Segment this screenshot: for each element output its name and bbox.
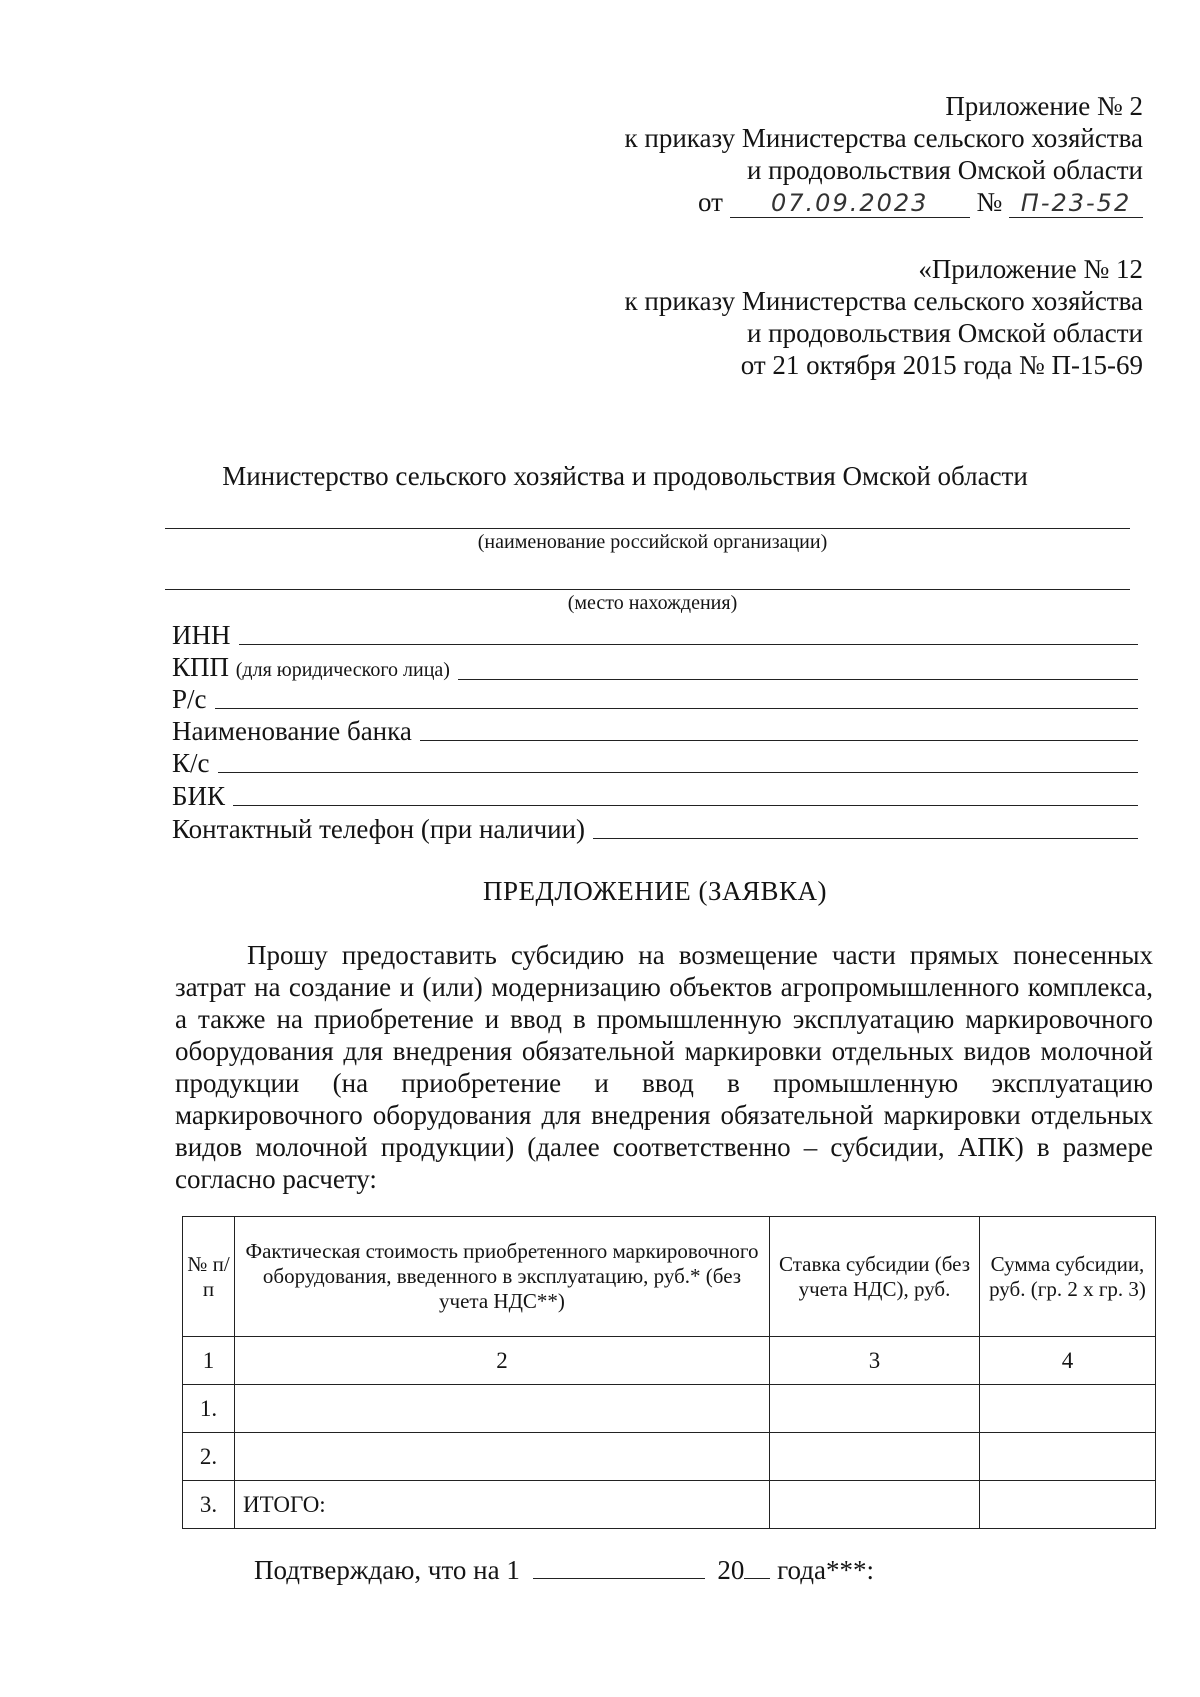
- request-paragraph: Прошу предоставить субсидию на возмещение части прямых понесенных затрат на создание и (или) модернизацию объектов агропромышленного комплекса, а также на приобретение и ввод в промышленную эксплуатацию маркировочного оборудования для внедрения обязательной маркировки отдельных видов молочной продукции (на приобретение и ввод в промышленную эксплуатацию маркировочного оборудования для внедрения обязательной маркировки отдельных видов молочной продукции) (далее соответственно – субсидии, АПК) в размере согласно расчету:: [175, 940, 1153, 1194]
- number-label: №: [976, 187, 1003, 217]
- inn-field: [172, 620, 1138, 650]
- table-column-numbers-row: [183, 1337, 1156, 1385]
- bik-input-line[interactable]: [233, 804, 1138, 806]
- col-number-1: 1: [183, 1337, 235, 1385]
- header-number: № п/п: [183, 1217, 235, 1337]
- rate-cell[interactable]: [770, 1433, 980, 1481]
- col-number-3: 3: [770, 1337, 980, 1385]
- header-amount: Сумма субсидии, руб. (гр. 2 х гр. 3): [980, 1217, 1156, 1337]
- kpp-input-line[interactable]: [458, 678, 1138, 680]
- cost-cell[interactable]: [235, 1433, 770, 1481]
- ks-label: К/с: [172, 748, 210, 778]
- bank-field: [172, 716, 1138, 746]
- table-row: [183, 1433, 1156, 1481]
- bik-field: [172, 781, 1138, 811]
- amount-cell[interactable]: [980, 1433, 1156, 1481]
- confirm-suffix: года***:: [777, 1555, 874, 1585]
- total-label: ИТОГО:: [235, 1481, 770, 1529]
- amount-cell[interactable]: [980, 1481, 1156, 1529]
- appendix-original-line2: к приказу Министерства сельского хозяйства: [624, 286, 1143, 316]
- appendix-current-line1: Приложение № 2: [945, 91, 1143, 121]
- phone-field: [172, 814, 1138, 844]
- appendix-current-date-line: [625, 186, 1143, 218]
- bank-input-line[interactable]: [420, 739, 1138, 741]
- table-header-row: [183, 1217, 1156, 1337]
- ks-input-line[interactable]: [218, 771, 1139, 773]
- order-number-handwritten: П-23-52: [1020, 189, 1132, 217]
- order-number-field: [1009, 188, 1143, 218]
- order-date-field: [730, 188, 970, 218]
- ks-field: [172, 748, 1138, 778]
- org-name-caption: (наименование российской организации): [477, 531, 828, 553]
- table-row-total: [183, 1481, 1156, 1529]
- bank-label: Наименование банка: [172, 716, 412, 746]
- ministry-name: Министерство сельского хозяйства и продовольствия Омской области: [222, 461, 1028, 491]
- confirmation-line: [254, 1554, 874, 1586]
- header-rate: Ставка субсидии (без учета НДС), руб.: [770, 1217, 980, 1337]
- rs-input-line[interactable]: [215, 707, 1138, 709]
- confirm-month-field[interactable]: [533, 1554, 705, 1579]
- appendix-original-line4: от 21 октября 2015 года № П-15-69: [740, 350, 1143, 380]
- rs-label: Р/с: [172, 684, 207, 714]
- row-number: 3.: [183, 1481, 235, 1529]
- location-line[interactable]: [165, 589, 1130, 590]
- inn-input-line[interactable]: [239, 643, 1139, 645]
- col-number-2: 2: [235, 1337, 770, 1385]
- row-number: 1.: [183, 1385, 235, 1433]
- kpp-label: КПП (для юридического лица): [172, 652, 450, 682]
- from-label: от: [698, 187, 723, 217]
- inn-label: ИНН: [172, 620, 231, 650]
- location-caption: (место нахождения): [567, 592, 738, 614]
- amount-cell[interactable]: [980, 1385, 1156, 1433]
- order-date-handwritten: 07.09.2023: [771, 189, 929, 217]
- rate-cell[interactable]: [770, 1481, 980, 1529]
- cost-cell[interactable]: [235, 1385, 770, 1433]
- table-row: [183, 1385, 1156, 1433]
- bik-label: БИК: [172, 781, 226, 811]
- kpp-field: [172, 652, 1138, 685]
- org-name-line[interactable]: [165, 528, 1130, 529]
- phone-label: Контактный телефон (при наличии): [172, 814, 586, 844]
- appendix-original-block: [625, 253, 1143, 381]
- confirm-prefix: Подтверждаю, что на 1: [254, 1555, 520, 1585]
- phone-input-line[interactable]: [593, 837, 1138, 839]
- row-number: 2.: [183, 1433, 235, 1481]
- rate-cell[interactable]: [770, 1385, 980, 1433]
- confirm-year-prefix: 20: [717, 1555, 745, 1585]
- document-title: ПРЕДЛОЖЕНИЕ (ЗАЯВКА): [482, 876, 828, 906]
- appendix-current-line3: и продовольствия Омской области: [746, 155, 1143, 185]
- appendix-current-block: [625, 90, 1143, 218]
- appendix-current-line2: к приказу Министерства сельского хозяйства: [624, 123, 1143, 153]
- appendix-original-line1: «Приложение № 12: [918, 254, 1143, 284]
- header-cost: Фактическая стоимость приобретенного маркировочного оборудования, введенного в эксплуатацию, руб.* (без учета НДС**): [235, 1217, 770, 1337]
- subsidy-table: [182, 1216, 1156, 1529]
- col-number-4: 4: [980, 1337, 1156, 1385]
- confirm-year-field[interactable]: [744, 1554, 770, 1579]
- kpp-note: (для юридического лица): [235, 659, 450, 681]
- rs-field: [172, 684, 1138, 714]
- appendix-original-line3: и продовольствия Омской области: [746, 318, 1143, 348]
